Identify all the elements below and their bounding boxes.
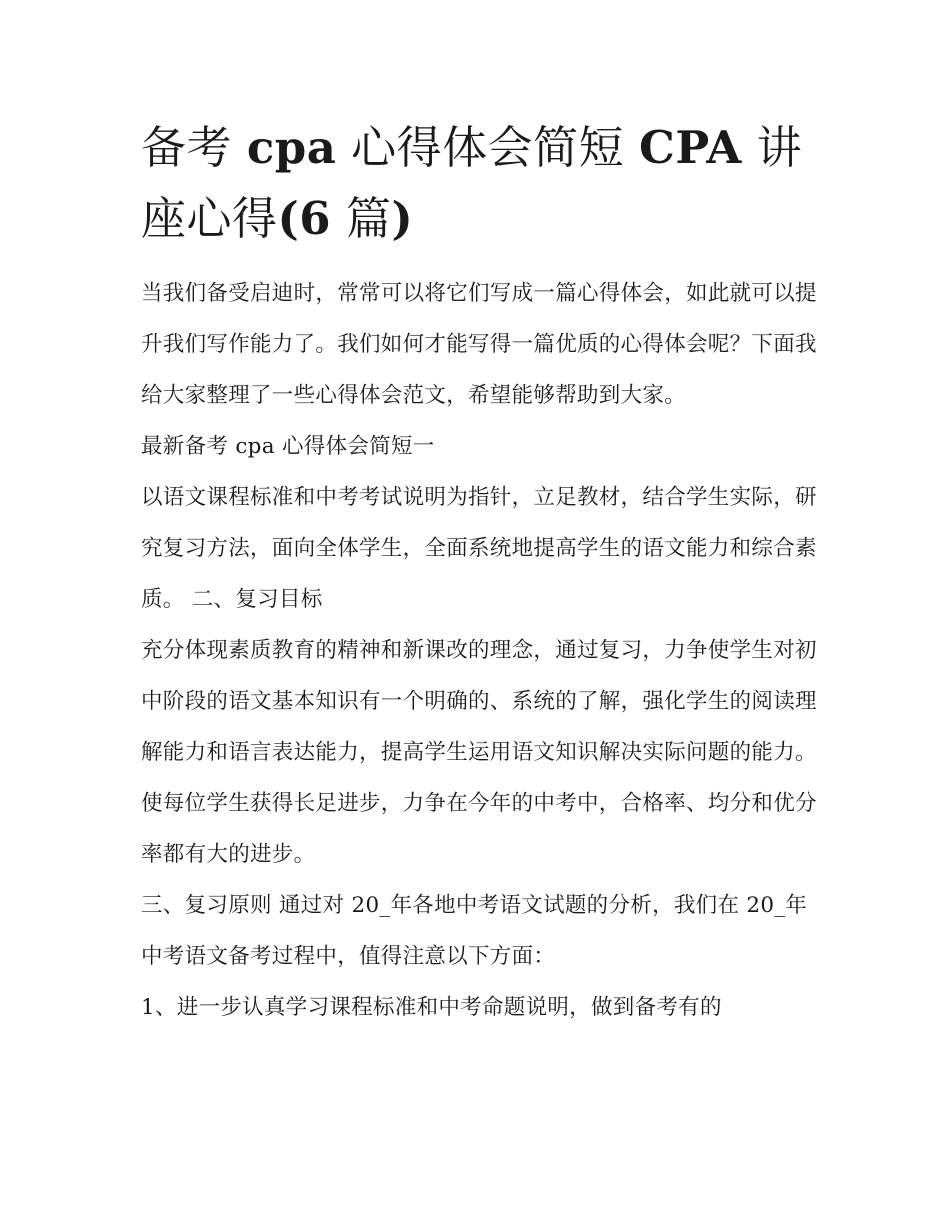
section-heading: 最新备考 cpa 心得体会简短一 [141,434,435,459]
title-part: ) [391,192,414,245]
title-part: 心得体会简短 [351,121,625,174]
document-title [141,112,821,254]
paragraph: 1、进一步认真学习课程标准和中考命题说明，做到备考有的 [141,995,722,1020]
paragraph: 以语文课程标准和中考考试说明为指针，立足教材，结合学生实际，研究复习方法，面向全体学生，全面系统地提高学生的语文能力和综合素质。 二、复习目标 [141,485,817,612]
title-part: 篇 [345,192,392,245]
title-part: (6 [277,192,332,245]
paragraph: 充分体现素质教育的精神和新课改的理念，通过复习，力争使学生对初中阶段的语文基本知识有一个明确的、系统的了解，强化学生的阅读理解能力和语言表达能力，提高学生运用语文知识解决实际问题的能力。使每位学生获得长足进步，力争在今年的中考中，合格率、均分和优分率都有大的进步。 [141,638,817,867]
title-part: CPA [639,121,742,174]
paragraph-intro: 当我们备受启迪时，常常可以将它们写成一篇心得体会，如此就可以提升我们写作能力了。我们如何才能写得一篇优质的心得体会呢？下面我给大家整理了一些心得体会范文，希望能够帮助到大家。 [141,281,817,408]
paragraph: 三、复习原则 通过对 20_年各地中考语文试题的分析，我们在 20_年中考语文备考过程中，值得注意以下方面： [141,893,808,969]
document-body [141,112,821,1033]
title-part: 讲座心得 [141,121,803,245]
title-part: 备考 [141,121,233,174]
title-part: cpa [246,121,337,174]
